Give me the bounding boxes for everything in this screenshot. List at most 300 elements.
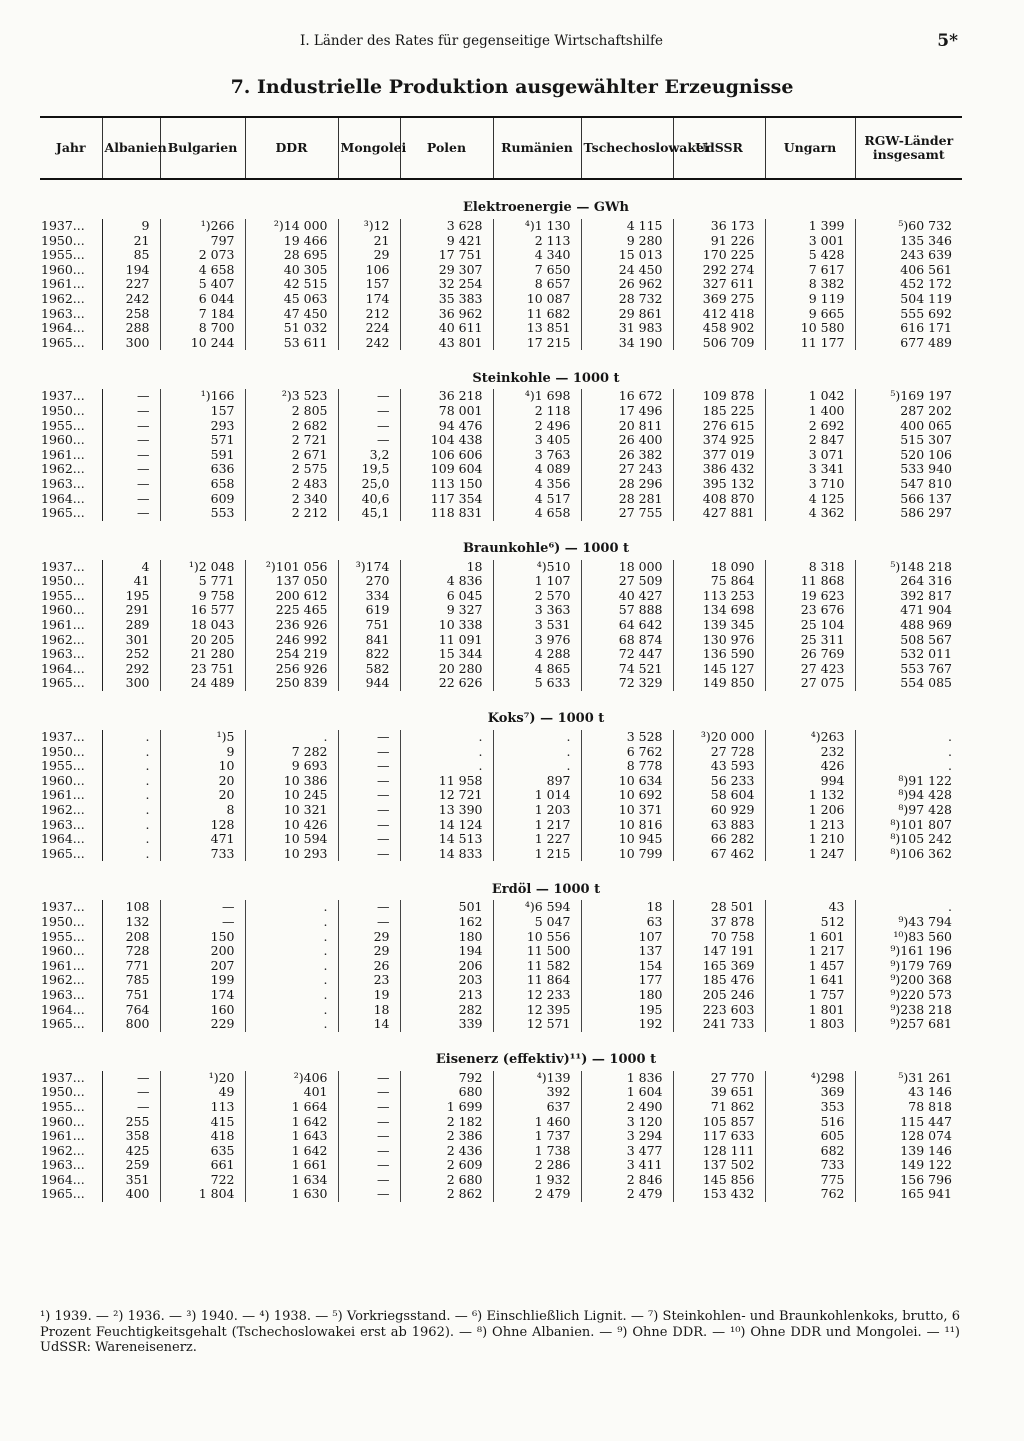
value-cell: — xyxy=(102,506,160,521)
value-cell: 2 570 xyxy=(493,589,581,604)
value-cell: 2 182 xyxy=(400,1115,493,1130)
value-cell: 195 xyxy=(581,1003,673,1018)
value-cell: 19,5 xyxy=(338,462,400,477)
value-cell: . xyxy=(855,900,962,915)
value-cell: 582 xyxy=(338,662,400,677)
value-cell: 2 073 xyxy=(160,248,245,263)
value-cell: ⁴)1 130 xyxy=(493,219,581,234)
value-cell: 1 836 xyxy=(581,1071,673,1086)
value-cell: 139 146 xyxy=(855,1144,962,1159)
table-row xyxy=(40,589,962,604)
value-cell: 212 xyxy=(338,307,400,322)
value-cell: . xyxy=(245,900,338,915)
value-cell: 25 104 xyxy=(765,618,855,633)
value-cell: 2 490 xyxy=(581,1100,673,1115)
value-cell: 785 xyxy=(102,973,160,988)
value-cell: 162 xyxy=(400,915,493,930)
section-heading-row xyxy=(40,350,962,389)
value-cell: 10 945 xyxy=(581,832,673,847)
value-cell: 10 634 xyxy=(581,774,673,789)
value-cell: 415 xyxy=(160,1115,245,1130)
value-cell: ²)3 523 xyxy=(245,389,338,404)
value-cell: 4 517 xyxy=(493,492,581,507)
value-cell: 2 479 xyxy=(581,1187,673,1202)
table-row xyxy=(40,1071,962,1086)
value-cell: 751 xyxy=(102,988,160,1003)
value-cell: 1 107 xyxy=(493,574,581,589)
value-cell: 11 091 xyxy=(400,633,493,648)
table-row xyxy=(40,788,962,803)
value-cell: 1 757 xyxy=(765,988,855,1003)
value-cell: 412 418 xyxy=(673,307,765,322)
value-cell: ⁴)510 xyxy=(493,560,581,575)
value-cell: — xyxy=(338,832,400,847)
table-row xyxy=(40,832,962,847)
value-cell: 2 721 xyxy=(245,433,338,448)
value-cell: — xyxy=(338,1173,400,1188)
year-cell: 1955... xyxy=(41,1098,85,1114)
value-cell: 4 115 xyxy=(581,219,673,234)
value-cell: — xyxy=(338,803,400,818)
value-cell: 1 399 xyxy=(765,219,855,234)
value-cell: 29 xyxy=(338,248,400,263)
value-cell: 70 758 xyxy=(673,930,765,945)
value-cell: 113 150 xyxy=(400,477,493,492)
value-cell: 104 438 xyxy=(400,433,493,448)
value-cell: 327 611 xyxy=(673,277,765,292)
value-cell: 386 432 xyxy=(673,462,765,477)
value-cell: 6 044 xyxy=(160,292,245,307)
value-cell: 7 282 xyxy=(245,745,338,760)
value-cell: 553 767 xyxy=(855,662,962,677)
value-cell: 418 xyxy=(160,1129,245,1144)
value-cell: — xyxy=(338,433,400,448)
value-cell: . xyxy=(102,788,160,803)
value-cell: 194 xyxy=(102,263,160,278)
value-cell: 170 225 xyxy=(673,248,765,263)
value-cell: 1 737 xyxy=(493,1129,581,1144)
value-cell: 20 xyxy=(160,788,245,803)
value-cell: 14 xyxy=(338,1017,400,1032)
value-cell: 1 206 xyxy=(765,803,855,818)
value-cell: 10 087 xyxy=(493,292,581,307)
value-cell: — xyxy=(102,433,160,448)
value-cell: 339 xyxy=(400,1017,493,1032)
value-cell: 1 738 xyxy=(493,1144,581,1159)
value-cell: 27 728 xyxy=(673,745,765,760)
value-cell: 292 xyxy=(102,662,160,677)
value-cell: 18 xyxy=(338,1003,400,1018)
value-cell: 195 xyxy=(102,589,160,604)
value-cell: 800 xyxy=(102,1017,160,1032)
value-cell: 185 476 xyxy=(673,973,765,988)
value-cell: 11 868 xyxy=(765,574,855,589)
value-cell: 13 390 xyxy=(400,803,493,818)
table-row xyxy=(40,930,962,945)
value-cell: 3 528 xyxy=(581,730,673,745)
value-cell: 160 xyxy=(160,1003,245,1018)
year-cell: 1950... xyxy=(41,232,85,248)
value-cell: 16 672 xyxy=(581,389,673,404)
value-cell: — xyxy=(338,1144,400,1159)
value-cell: 128 xyxy=(160,818,245,833)
year-cell: 1962... xyxy=(41,1142,85,1158)
value-cell: . xyxy=(493,745,581,760)
value-cell: . xyxy=(102,759,160,774)
value-cell: 555 692 xyxy=(855,307,962,322)
value-cell: 10 293 xyxy=(245,847,338,862)
value-cell: 10 371 xyxy=(581,803,673,818)
value-cell: 8 778 xyxy=(581,759,673,774)
value-cell: 10 692 xyxy=(581,788,673,803)
value-cell: 515 307 xyxy=(855,433,962,448)
value-cell: 506 709 xyxy=(673,336,765,351)
value-cell: 427 881 xyxy=(673,506,765,521)
value-cell: . xyxy=(493,759,581,774)
value-cell: 400 065 xyxy=(855,419,962,434)
value-cell: 2 575 xyxy=(245,462,338,477)
table-row xyxy=(40,745,962,760)
value-cell: 26 769 xyxy=(765,647,855,662)
value-cell: ⁸)106 362 xyxy=(855,847,962,862)
year-cell: 1964... xyxy=(41,1001,85,1017)
value-cell: 207 xyxy=(160,959,245,974)
value-cell: 45,1 xyxy=(338,506,400,521)
value-cell: 605 xyxy=(765,1129,855,1144)
section-title: Eisenerz (effektiv)¹¹) — 1000 t xyxy=(435,1052,657,1068)
year-cell: 1961... xyxy=(41,1128,85,1144)
value-cell: 369 275 xyxy=(673,292,765,307)
value-cell: ⁹)161 196 xyxy=(855,944,962,959)
value-cell: 553 xyxy=(160,506,245,521)
value-cell: 134 698 xyxy=(673,603,765,618)
value-cell: 264 316 xyxy=(855,574,962,589)
year-cell: 1964... xyxy=(41,320,85,336)
value-cell: 2 436 xyxy=(400,1144,493,1159)
value-cell: 66 282 xyxy=(673,832,765,847)
value-cell: 677 489 xyxy=(855,336,962,351)
value-cell: . xyxy=(245,1017,338,1032)
value-cell: 10 799 xyxy=(581,847,673,862)
value-cell: ⁵)31 261 xyxy=(855,1071,962,1086)
value-cell: ⁵)169 197 xyxy=(855,389,962,404)
table-row xyxy=(40,574,962,589)
value-cell: 1 630 xyxy=(245,1187,338,1202)
value-cell: 270 xyxy=(338,574,400,589)
value-cell: 106 xyxy=(338,263,400,278)
value-cell: 792 xyxy=(400,1071,493,1086)
value-cell: ²)406 xyxy=(245,1071,338,1086)
year-cell: 1964... xyxy=(41,660,85,676)
col-header-bulgarien: Bulgarien xyxy=(160,117,245,179)
value-cell: — xyxy=(338,788,400,803)
value-cell: 113 253 xyxy=(673,589,765,604)
value-cell: — xyxy=(338,1100,400,1115)
value-cell: 14 833 xyxy=(400,847,493,862)
value-cell: 1 227 xyxy=(493,832,581,847)
section-heading-row xyxy=(40,1032,962,1071)
value-cell: 3 341 xyxy=(765,462,855,477)
value-cell: 43 801 xyxy=(400,336,493,351)
value-cell: 20 811 xyxy=(581,419,673,434)
value-cell: 9 665 xyxy=(765,307,855,322)
value-cell: 771 xyxy=(102,959,160,974)
value-cell: 4 288 xyxy=(493,647,581,662)
value-cell: 15 013 xyxy=(581,248,673,263)
table-row xyxy=(40,1144,962,1159)
value-cell: . xyxy=(102,832,160,847)
year-cell: 1955... xyxy=(41,247,85,263)
value-cell: 637 xyxy=(493,1100,581,1115)
value-cell: 174 xyxy=(338,292,400,307)
value-cell: 822 xyxy=(338,647,400,662)
value-cell: 5 428 xyxy=(765,248,855,263)
value-cell: — xyxy=(338,774,400,789)
value-cell: 137 xyxy=(581,944,673,959)
value-cell: 3 477 xyxy=(581,1144,673,1159)
value-cell: 2 212 xyxy=(245,506,338,521)
value-cell: . xyxy=(102,818,160,833)
table-row xyxy=(40,248,962,263)
value-cell: 291 xyxy=(102,603,160,618)
value-cell: 35 383 xyxy=(400,292,493,307)
value-cell: 223 603 xyxy=(673,1003,765,1018)
value-cell: 658 xyxy=(160,477,245,492)
value-cell: 733 xyxy=(765,1158,855,1173)
value-cell: 17 215 xyxy=(493,336,581,351)
value-cell: . xyxy=(855,745,962,760)
value-cell: 132 xyxy=(102,915,160,930)
value-cell: 137 502 xyxy=(673,1158,765,1173)
value-cell: 213 xyxy=(400,988,493,1003)
value-cell: ¹)5 xyxy=(160,730,245,745)
value-cell: — xyxy=(338,419,400,434)
value-cell: 8 382 xyxy=(765,277,855,292)
value-cell: 63 883 xyxy=(673,818,765,833)
value-cell: 2 805 xyxy=(245,404,338,419)
section-title: Steinkohle — 1000 t xyxy=(472,370,620,386)
value-cell: 51 032 xyxy=(245,321,338,336)
value-cell: 452 172 xyxy=(855,277,962,292)
value-cell: 200 612 xyxy=(245,589,338,604)
value-cell: 254 219 xyxy=(245,647,338,662)
value-cell: 34 190 xyxy=(581,336,673,351)
year-cell: 1960... xyxy=(41,772,85,788)
value-cell: . xyxy=(102,745,160,760)
value-cell: 18 xyxy=(400,560,493,575)
page-header xyxy=(0,33,1024,53)
value-cell: 43 593 xyxy=(673,759,765,774)
value-cell: — xyxy=(102,492,160,507)
value-cell: 8 xyxy=(160,803,245,818)
value-cell: 571 xyxy=(160,433,245,448)
value-cell: — xyxy=(102,477,160,492)
year-cell: 1961... xyxy=(41,446,85,462)
value-cell: 351 xyxy=(102,1173,160,1188)
value-cell: — xyxy=(338,1085,400,1100)
value-cell: 9 693 xyxy=(245,759,338,774)
table-row xyxy=(40,389,962,404)
value-cell: 2 692 xyxy=(765,419,855,434)
value-cell: 533 940 xyxy=(855,462,962,477)
value-cell: 19 623 xyxy=(765,589,855,604)
value-cell: 512 xyxy=(765,915,855,930)
year-cell: 1962... xyxy=(41,461,85,477)
value-cell: 508 567 xyxy=(855,633,962,648)
value-cell: 74 521 xyxy=(581,662,673,677)
value-cell: 57 888 xyxy=(581,603,673,618)
value-cell: 764 xyxy=(102,1003,160,1018)
value-cell: . xyxy=(102,774,160,789)
value-cell: 471 xyxy=(160,832,245,847)
value-cell: 199 xyxy=(160,973,245,988)
value-cell: 18 043 xyxy=(160,618,245,633)
value-cell: 282 xyxy=(400,1003,493,1018)
running-title: I. Länder des Rates für gegenseitige Wirtschaftshilfe xyxy=(300,33,664,49)
year-cell: 1961... xyxy=(41,957,85,973)
value-cell: ³)12 xyxy=(338,219,400,234)
table-row xyxy=(40,900,962,915)
value-cell: 2 847 xyxy=(765,433,855,448)
value-cell: 20 280 xyxy=(400,662,493,677)
col-header-jahr: Jahr xyxy=(40,117,102,179)
year-cell: 1963... xyxy=(41,816,85,832)
value-cell: 10 426 xyxy=(245,818,338,833)
year-cell: 1950... xyxy=(41,1084,85,1100)
value-cell: 10 338 xyxy=(400,618,493,633)
table-row xyxy=(40,774,962,789)
value-cell: 9 280 xyxy=(581,234,673,249)
value-cell: 26 382 xyxy=(581,448,673,463)
value-cell: 1 042 xyxy=(765,389,855,404)
value-cell: 751 xyxy=(338,618,400,633)
value-cell: 180 xyxy=(400,930,493,945)
year-cell: 1965... xyxy=(41,505,85,521)
value-cell: ⁸)105 242 xyxy=(855,832,962,847)
value-cell: 36 962 xyxy=(400,307,493,322)
value-cell: 1 634 xyxy=(245,1173,338,1188)
value-cell: 11 582 xyxy=(493,959,581,974)
col-header-mongolei: Mongolei xyxy=(338,117,400,179)
value-cell: . xyxy=(245,1003,338,1018)
value-cell: 174 xyxy=(160,988,245,1003)
value-cell: 109 878 xyxy=(673,389,765,404)
value-cell: 256 926 xyxy=(245,662,338,677)
value-cell: 29 xyxy=(338,930,400,945)
year-cell: 1964... xyxy=(41,831,85,847)
value-cell: 149 850 xyxy=(673,676,765,691)
value-cell: 71 862 xyxy=(673,1100,765,1115)
value-cell: 1 203 xyxy=(493,803,581,818)
table-row xyxy=(40,462,962,477)
value-cell: — xyxy=(160,915,245,930)
value-cell: . xyxy=(102,847,160,862)
value-cell: — xyxy=(102,404,160,419)
year-cell: 1955... xyxy=(41,758,85,774)
value-cell: 2 862 xyxy=(400,1187,493,1202)
value-cell: 11 500 xyxy=(493,944,581,959)
value-cell: 150 xyxy=(160,930,245,945)
table-row xyxy=(40,1129,962,1144)
value-cell: 406 561 xyxy=(855,263,962,278)
section-title: Erdöl — 1000 t xyxy=(491,881,601,897)
table-row xyxy=(40,560,962,575)
value-cell: 586 297 xyxy=(855,506,962,521)
value-cell: 203 xyxy=(400,973,493,988)
value-cell: — xyxy=(102,448,160,463)
year-cell: 1965... xyxy=(41,334,85,350)
table-row xyxy=(40,1085,962,1100)
value-cell: 401 xyxy=(245,1085,338,1100)
year-cell: 1965... xyxy=(41,675,85,691)
year-cell: 1961... xyxy=(41,617,85,633)
value-cell: 26 xyxy=(338,959,400,974)
section-heading-row xyxy=(40,691,962,730)
table-row xyxy=(40,1003,962,1018)
table-row xyxy=(40,1017,962,1032)
table-row xyxy=(40,506,962,521)
value-cell: 3 001 xyxy=(765,234,855,249)
value-cell: 3 710 xyxy=(765,477,855,492)
value-cell: 762 xyxy=(765,1187,855,1202)
value-cell: 21 xyxy=(338,234,400,249)
value-cell: 1 642 xyxy=(245,1144,338,1159)
value-cell: 10 386 xyxy=(245,774,338,789)
value-cell: 41 xyxy=(102,574,160,589)
year-cell: 1955... xyxy=(41,587,85,603)
value-cell: 5 771 xyxy=(160,574,245,589)
value-cell: 25 311 xyxy=(765,633,855,648)
year-cell: 1960... xyxy=(41,602,85,618)
value-cell: 471 904 xyxy=(855,603,962,618)
col-header-rgw-insgesamt: RGW-Länder insgesamt xyxy=(855,117,962,179)
value-cell: 39 651 xyxy=(673,1085,765,1100)
value-cell: 250 839 xyxy=(245,676,338,691)
value-cell: 28 732 xyxy=(581,292,673,307)
value-cell: . xyxy=(245,930,338,945)
col-header-ungarn: Ungarn xyxy=(765,117,855,179)
value-cell: 5 633 xyxy=(493,676,581,691)
value-cell: 994 xyxy=(765,774,855,789)
value-cell: 19 466 xyxy=(245,234,338,249)
value-cell: 4 865 xyxy=(493,662,581,677)
value-cell: 29 xyxy=(338,944,400,959)
value-cell: 4 356 xyxy=(493,477,581,492)
value-cell: 17 751 xyxy=(400,248,493,263)
value-cell: 728 xyxy=(102,944,160,959)
year-cell: 1964... xyxy=(41,1171,85,1187)
value-cell: 1 213 xyxy=(765,818,855,833)
value-cell: 236 926 xyxy=(245,618,338,633)
col-header-ddr: DDR xyxy=(245,117,338,179)
value-cell: 17 496 xyxy=(581,404,673,419)
col-header-polen: Polen xyxy=(400,117,493,179)
value-cell: 225 465 xyxy=(245,603,338,618)
value-cell: 14 513 xyxy=(400,832,493,847)
value-cell: 27 509 xyxy=(581,574,673,589)
value-cell: 1 215 xyxy=(493,847,581,862)
table-row xyxy=(40,292,962,307)
value-cell: 4 658 xyxy=(160,263,245,278)
value-cell: ¹)266 xyxy=(160,219,245,234)
value-cell: 259 xyxy=(102,1158,160,1173)
value-cell: — xyxy=(338,847,400,862)
value-cell: 10 245 xyxy=(245,788,338,803)
value-cell: 85 xyxy=(102,248,160,263)
value-cell: 26 400 xyxy=(581,433,673,448)
value-cell: 2 340 xyxy=(245,492,338,507)
value-cell: ⁹)257 681 xyxy=(855,1017,962,1032)
